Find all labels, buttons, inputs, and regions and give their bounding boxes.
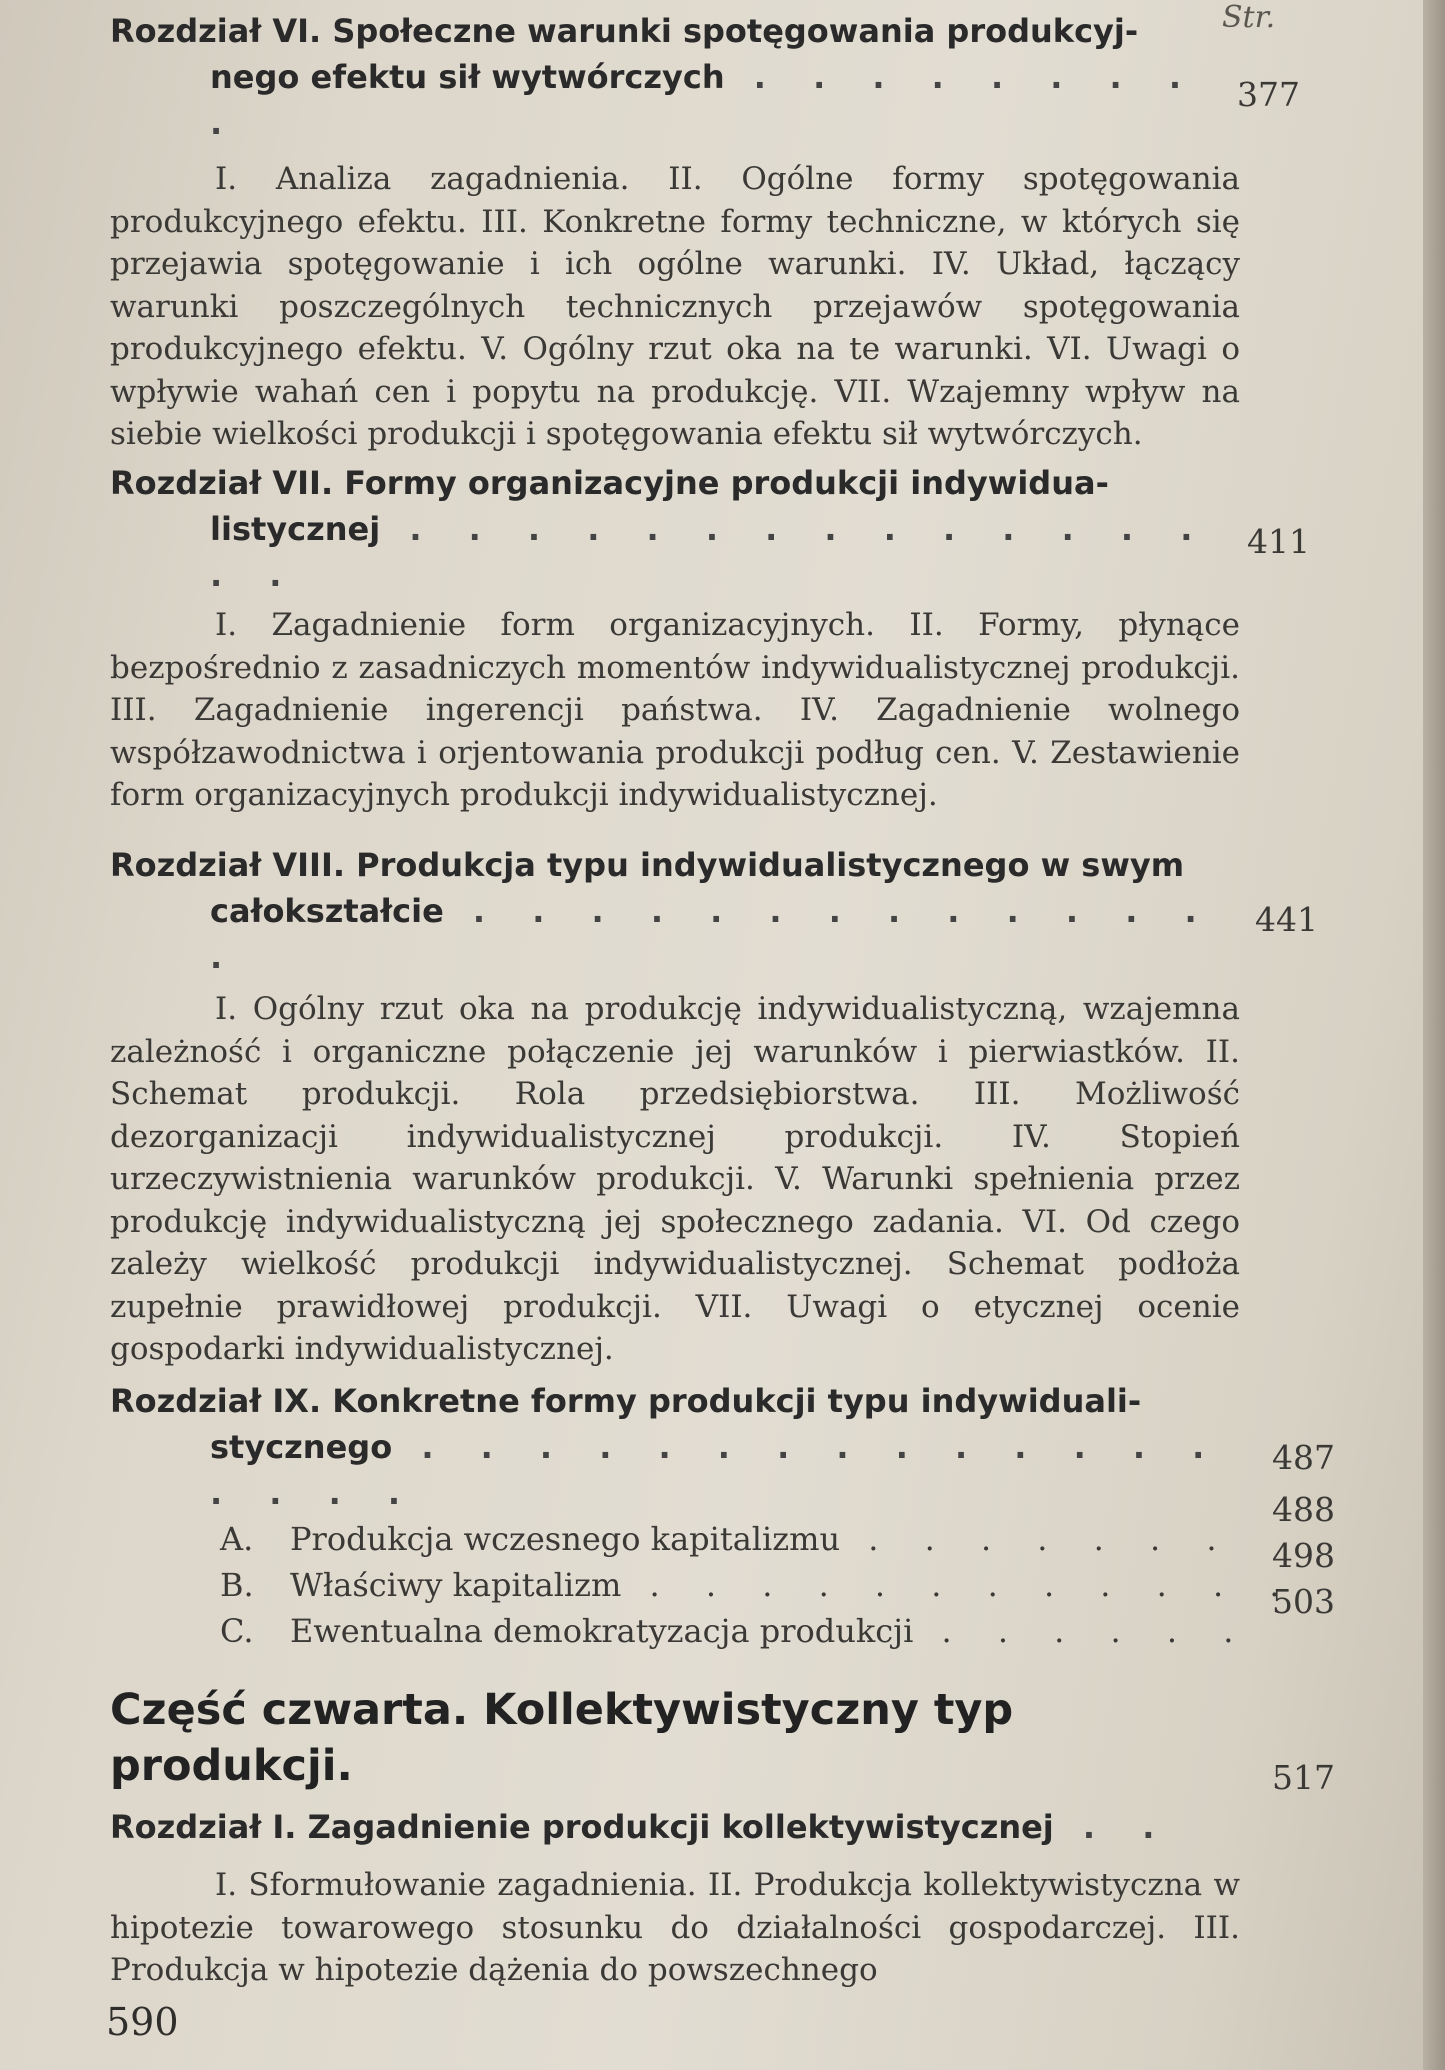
chapter-title-line1: Rozdział VIII. Produkcja typu indywidualistycznego w swym [110,846,1185,884]
subsection-entry [110,1608,1252,1654]
chapter-viii [110,842,1240,1371]
subsection-title: Właściwy kapitalizm [290,1566,622,1604]
chapter-summary: I. Sformułowanie zagadnienia. II. Produkcja kollektywistyczna w hipotezie towarowego stosunku do działalności gospodarczej. III. Produkcja w hipotezie dążenia do powszechnego [110,1867,1240,1988]
chapter-page-number: 441 [1255,900,1318,939]
subsection-page-number: 503 [1272,1582,1335,1621]
subsection-letter: A. [220,1520,254,1558]
subsection-entry [110,1562,1298,1608]
chapter-summary: I. Ogólny rzut oka na produkcję indywidualistyczną, wzajemna zależność i organiczne połączenie jej warunków i pierwiastków. II. Schemat produkcji. Rola przedsiębiorstwa. III. Możliwość dezorganizacji indywidualistycznej produkcji. IV. Stopień urzeczywistnienia warunków produkcji. V. Warunki spełnienia przez produkcję indywidualistyczną jej społecznego zadania. VI. Od czego zależy wielkość produkcji indywidualistycznej. Schemat podłoża zupełnie prawidłowej produkcji. VII. Uwagi o etycznej ocenie gospodarki indywidualistycznej. [110,991,1240,1367]
chapter-summary: I. Zagadnienie form organizacyjnych. II. Formy, płynące bezpośrednio z zasadniczych momentów indywidualistycznej produkcji. III. Zagadnienie ingerencji państwa. IV. Zagadnienie wolnego współzawodnictwa i orjentowania produkcji podług cen. V. Zestawienie form organizacyjnych produkcji indywidualistycznej. [110,607,1240,813]
subsection-page-number: 498 [1272,1536,1335,1575]
chapter-heading [110,842,1240,980]
chapter-title-line1: Rozdział VI. Społeczne warunki spotęgowania produkcyj- [110,12,1139,50]
chapter-heading [110,8,1240,146]
subsection-letter: C. [220,1612,254,1650]
leader-dots: . . . . . . . . . . . . . . . . [210,510,1211,594]
chapter-heading [110,1804,1240,1850]
leader-dots: . . . . . . [913,1612,1252,1650]
chapter-title-line2: nego efektu sił wytwórczych [210,58,725,96]
chapter-title-line1: Rozdział IX. Konkretne formy produkcji typu indywiduali- [110,1382,1142,1420]
folio-page-number: 590 [106,2000,179,2044]
subsection-entry [110,1516,1240,1562]
chapter-summary: I. Analiza zagadnienia. II. Ogólne formy spotęgowania produkcyjnego efektu. III. Konkretne formy techniczne, w których się przejawia spotęgowanie i ich ogólne warunki. IV. Układ, łączący warunki poszczególnych technicznych przejawów spotęgowania produkcyjnego efektu. V. Ogólny rzut oka na te warunki. VI. Uwagi o wpływie wahań cen i popytu na produkcję. VII. Wzajemny wpływ na siebie wielkości produkcji i spotęgowania efektu sił wytwórczych. [110,161,1240,452]
chapter-vii [110,460,1240,817]
chapter-page-number: 377 [1237,75,1300,114]
chapter-page-number: 411 [1247,522,1310,561]
subsection-title: Ewentualna demokratyzacja produkcji [290,1612,914,1650]
leader-dots: . . . . . . . . . . . . . . [210,892,1215,976]
chapter-heading [110,460,1240,598]
leader-dots: . . . . . . . [840,1520,1235,1558]
chapter-vi [110,8,1240,456]
part-heading: Część czwarta. Kollektywistyczny typ produkcji. [110,1685,1014,1791]
chapter-page-number: 517 [1272,1758,1335,1797]
leader-dots: . . . . . . . . . . . . . . . . . . [210,1428,1223,1512]
chapter-ix [110,1378,1298,1654]
chapter-heading [110,1378,1240,1516]
subsection-page-number: 488 [1272,1490,1335,1529]
leader-dots: . . . . . . . . . [210,58,1199,142]
chapter-title-line1: Rozdział VII. Formy organizacyjne produkcji indywidua- [110,464,1109,502]
part-four [110,1682,1240,1992]
leader-dots: . . [1053,1808,1173,1846]
chapter-title-line2: stycznego [210,1428,393,1466]
chapter-title-line2: listycznej [210,510,381,548]
page-column-label: Str. [1222,0,1276,35]
chapter-title: Rozdział I. Zagadnienie produkcji kollektywistycznej [110,1808,1054,1846]
subsection-title: Produkcja wczesnego kapitalizmu [290,1520,841,1558]
subsection-letter: B. [220,1566,254,1604]
chapter-page-number: 487 [1272,1438,1335,1477]
chapter-title-line2: całokształcie [210,892,444,930]
page-edge [1423,0,1445,2070]
leader-dots: . . . . . . . . . . . . [621,1566,1298,1604]
